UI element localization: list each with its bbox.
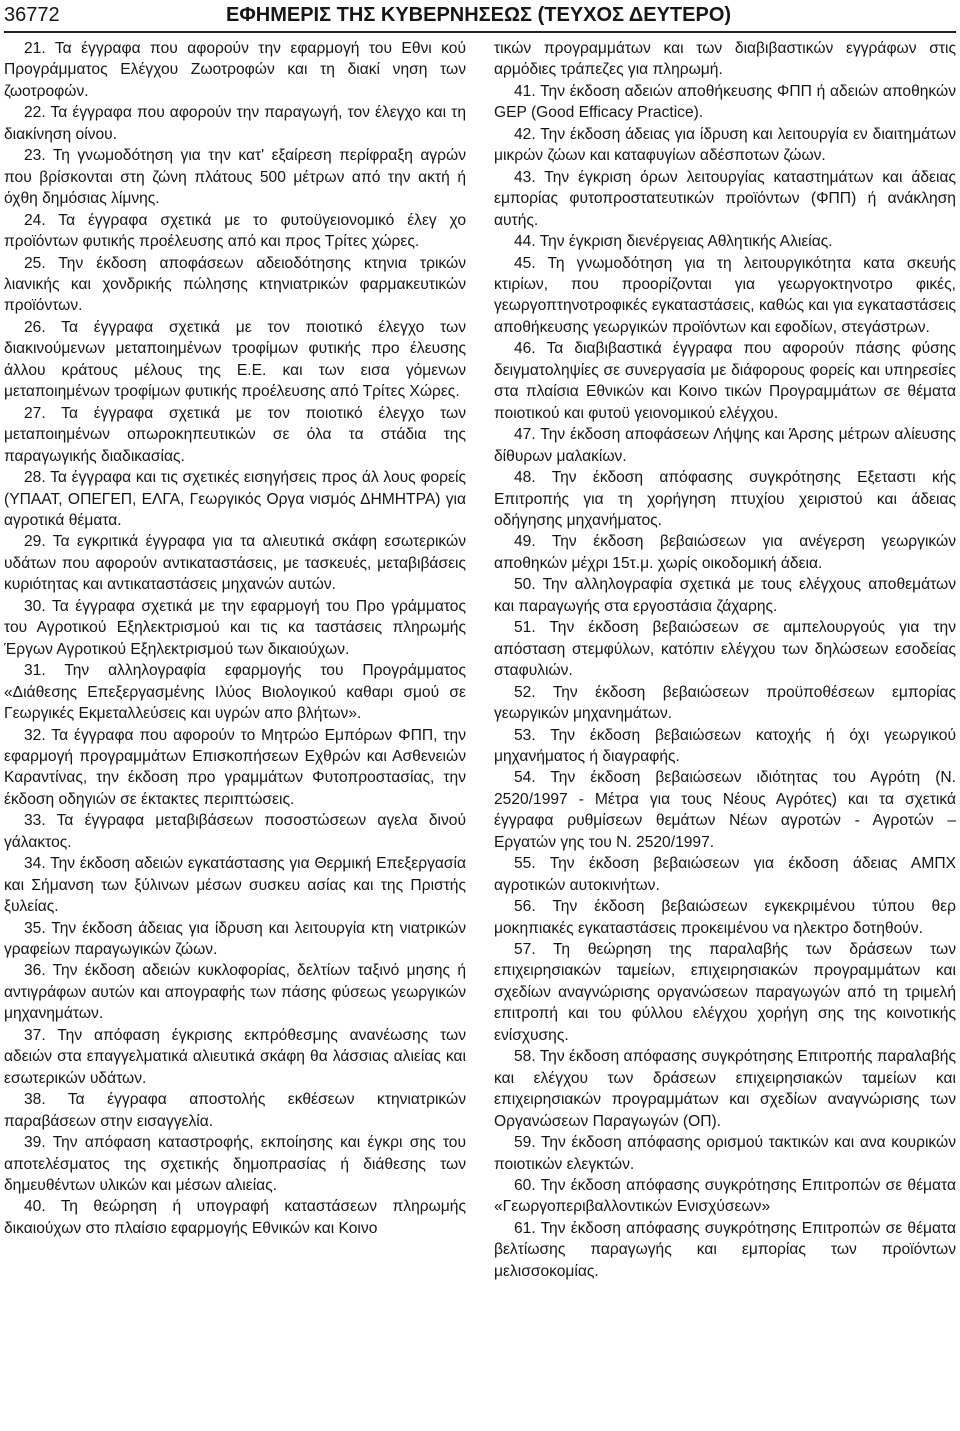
- paragraph: 56. Την έκδοση βεβαιώσεων εγκεκριμένου τύπου θερ μοκηπιακές εγκαταστάσεις προκειμένου να ηλεκτρο δοτηθούν.: [494, 898, 956, 937]
- paragraph: 25. Την έκδοση αποφάσεων αδειοδότησης κτηνια τρικών λιανικής και χονδρικής πώλησης κτηνιατρικών φαρμακευτικών προϊόντων.: [4, 254, 466, 315]
- paragraph: 21. Τα έγγραφα που αφορούν την εφαρμογή του Εθνι κού Προγράμματος Ελέγχου Ζωοτροφών και τη διακί νηση των ζωοτροφών.: [4, 40, 466, 100]
- paragraph: 37. Την απόφαση έγκρισης εκπρόθεσμης ανανέωσης των αδειών στα επαγγελματικά αλιευτικά σκάφη θα λάσσιας αλιείας και εσωτερικών υδάτων.: [4, 1026, 466, 1087]
- paragraph: 36. Την έκδοση αδειών κυκλοφορίας, δελτίων ταξινό μησης ή αντιγράφων αυτών και απογραφής των πάσης φύσεως γεωργικών μηχανημάτων.: [4, 962, 466, 1023]
- paragraph: 49. Την έκδοση βεβαιώσεων για ανέγερση γεωργικών αποθηκών μέχρι 15τ.μ. χωρίς οικοδομική άδεια.: [494, 533, 956, 572]
- paragraph: 39. Την απόφαση καταστροφής, εκποίησης και έγκρι σης του αποτελέσματος της σχετικής δημοπρασίας ή διάθεσης των δημευθέντων υλικών και μέσων αλιείας.: [4, 1134, 466, 1195]
- gazette-title: ΕΦΗΜΕΡΙΣ ΤΗΣ ΚΥΒΕΡΝΗΣΕΩΣ (ΤΕΥΧΟΣ ΔΕΥΤΕΡΟ): [226, 4, 732, 26]
- paragraph: 50. Την αλληλογραφία σχετικά με τους ελέγχους αποθεμάτων και παραγωγής στα εργοστάσια ζάχαρης.: [494, 576, 956, 615]
- right-column: [494, 38, 956, 1428]
- paragraph: 47. Την έκδοση αποφάσεων Λήψης και Άρσης μέτρων αλίευσης δίθυρων μαλακίων.: [494, 426, 956, 465]
- paragraph: τικών προγραμμάτων και των διαβιβαστικών εγγράφων στις αρμόδιες τράπεζες για πληρωμή.: [494, 40, 956, 79]
- paragraph: 42. Την έκδοση άδειας για ίδρυση και λειτουργία εν διαιτημάτων μικρών ζώων και καταφυγίων αδέσποτων ζώων.: [494, 125, 956, 165]
- paragraph: 27. Τα έγγραφα σχετικά με τον ποιοτικό έλεγχο των μεταποιημένων οπωροκηπευτικών σε όλα τα στάδια της παραγωγικής διαδικασίας.: [4, 404, 466, 465]
- paragraph: 40. Τη θεώρηση ή υπογραφή καταστάσεων πληρωμής δικαιούχων στο πλαίσιο εφαρμογής Εθνικών και Κοινο: [4, 1198, 466, 1237]
- paragraph: 31. Την αλληλογραφία εφαρμογής του Προγράμματος «Διάθεσης Επεξεργασμένης Ιλύος Βιολογικού καθαρι σμού σε Γεωργικές Εκμεταλλεύσεις και υγρών απο βλήτων».: [4, 662, 466, 723]
- paragraph: 30. Τα έγγραφα σχετικά με την εφαρμογή του Προ γράμματος του Αγροτικού Εξηλεκτρισμού και τις κα ταστάσεις πληρωμής Έργων Αγροτικού Εξηλεκτρισμού των δικαιούχων.: [4, 597, 466, 658]
- paragraph: 38. Τα έγγραφα αποστολής εκθέσεων κτηνιατρικών παραβάσεων στην εισαγγελία.: [4, 1091, 466, 1130]
- paragraph: 61. Την έκδοση απόφασης συγκρότησης Επιτροπών σε θέματα βελτίωσης παραγωγής και εμπορίας των προϊόντων μελισσοκομίας.: [494, 1219, 956, 1280]
- paragraph: 35. Την έκδοση άδειας για ίδρυση και λειτουργία κτη νιατρικών γραφείων παραγωγικών ζώων.: [4, 919, 466, 959]
- paragraph: 58. Την έκδοση απόφασης συγκρότησης Επιτροπής παραλαβής και ελέγχου των δράσεων επιχειρησιακών ταμείων και επιχειρησιακών προγραμμάτων και σχεδίων αναγνώρισης των Οργανώσεων Παραγωγών (ΟΠ).: [494, 1048, 956, 1130]
- paragraph: 53. Την έκδοση βεβαιώσεων κατοχής ή όχι γεωργικού μηχανήματος ή διαγραφής.: [494, 726, 956, 765]
- paragraph: 29. Τα εγκριτικά έγγραφα για τα αλιευτικά σκάφη εσωτερικών υδάτων που αφορούν αντικαταστάσεις, με τασκευές, μεταβιβάσεις κυριότητας και αντικαταστάσεις μηχανών αυτών.: [4, 533, 466, 594]
- paragraph: 24. Τα έγγραφα σχετικά με το φυτοϋγειονομικό έλεγ χο προϊόντων φυτικής προέλευσης από και προς Τρίτες χώρες.: [4, 211, 466, 251]
- paragraph: 26. Τα έγγραφα σχετικά με τον ποιοτικό έλεγχο των διακινούμενων μεταποιημένων τροφίμων φυτικής προ έλευσης άλλου κράτους μέλους της Ε.Ε. και των εισα γόμενων μεταποιημένων τροφίμων φυτικής προέλευσης από Τρίτες Χώρες.: [4, 318, 466, 401]
- left-column: [4, 38, 466, 1428]
- paragraph: 59. Την έκδοση απόφασης ορισμού τακτικών και ανα κουρικών ποιοτικών ελεγκτών.: [494, 1134, 956, 1173]
- paragraph: 52. Την έκδοση βεβαιώσεων προϋποθέσεων εμπορίας γεωργικών μηχανημάτων.: [494, 683, 956, 723]
- paragraph: 41. Την έκδοση αδειών αποθήκευσης ΦΠΠ ή αδειών αποθηκών GEP (Good Efficacy Practice).: [494, 82, 956, 122]
- paragraph: 57. Τη θεώρηση της παραλαβής των δράσεων των επιχειρησιακών ταμείων, επιχειρησιακών προγραμμάτων και σχεδίων αναγνώρισης οργανώσεων παραγωγών από τη τριμελή επιτροπή και του φύλλου ελέγχου χορήγη σης της κοινοτικής ενίσχυσης.: [494, 941, 956, 1044]
- paragraph: 54. Την έκδοση βεβαιώσεων ιδιότητας του Αγρότη (Ν. 2520/1997 - Μέτρα για τους Νέους Αγρότες) και τα σχετικά έγγραφα ρυθμίσεων θεμάτων Νέων αγροτών - Αγροτών – Εργατών γης του Ν. 2520/1997.: [494, 769, 956, 851]
- paragraph: 44. Την έγκριση διενέργειας Αθλητικής Αλιείας.: [514, 233, 833, 251]
- paragraph: 28. Τα έγγραφα και τις σχετικές εισηγήσεις προς άλ λους φορείς (ΥΠΑΑΤ, ΟΠΕΓΕΠ, ΕΛΓΑ, Γεωργικός Οργα νισμός ΔΗΜΗΤΡΑ) για αγροτικά θέματα.: [4, 469, 466, 529]
- paragraph: 55. Την έκδοση βεβαιώσεων για έκδοση άδειας ΑΜΠΧ αγροτικών αυτοκινήτων.: [494, 855, 956, 894]
- paragraph: 48. Την έκδοση απόφασης συγκρότησης Εξεταστι κής Επιτροπής για τη χορήγηση πτυχίου χειριστού και άδειας οδήγησης μηχανήματος.: [494, 469, 956, 529]
- paragraph: 51. Την έκδοση βεβαιώσεων σε αμπελουργούς για την απόσταση στεμφύλων, κατόπιν ελέγχου των δηλώσεων εσοδείας σταφυλιών.: [494, 619, 956, 680]
- paragraph: 46. Τα διαβιβαστικά έγγραφα που αφορούν πάσης φύσης δειγματοληψίες σε συνεργασία με διάφορους φορείς και υπηρεσίες στα πλαίσια Εθνικών και Κοινο τικών Προγραμμάτων σε θέματα ποιοτικού και φυτοϋ γειονομικού ελέγχου.: [494, 340, 956, 422]
- paragraph: 43. Την έγκριση όρων λειτουργίας καταστημάτων και άδειας εμπορίας φυτοπροστατευτικών προϊόντων (ΦΠΠ) ή ανάκληση αυτής.: [494, 168, 956, 229]
- page-number: 36772: [4, 4, 60, 26]
- page-header: [4, 2, 954, 28]
- header-rule: [4, 31, 956, 33]
- paragraph: 22. Τα έγγραφα που αφορούν την παραγωγή, τον έλεγχο και τη διακίνηση οίνου.: [4, 104, 466, 143]
- paragraph: 45. Τη γνωμοδότηση για τη λειτουργικότητα κατα σκευής κτιρίων, που προορίζονται για γεωργοκτηνοτρο φικές, γεωργοπτηνοτροφικές εγκαταστάσεις, καθώς και για εγκαταστάσεις αποθήκευσης γεωργικών προϊόντων και εφοδίων, στεγάστρων.: [494, 254, 956, 336]
- paragraph: 60. Την έκδοση απόφασης συγκρότησης Επιτροπών σε θέματα «Γεωργοπεριβαλλοντικών Ενισχύσεων»: [494, 1177, 956, 1216]
- paragraph: 32. Τα έγγραφα που αφορούν το Μητρώο Εμπόρων ΦΠΠ, την εφαρμογή προγραμμάτων Επισκοπήσεων Εχθρών και Ασθενειών Καραντίνας, την έκδοση προ γραμμάτων Φυτοπροστασίας, την έκδοση οδηγιών σε έκτακτες περιπτώσεις.: [4, 726, 466, 808]
- paragraph: 33. Τα έγγραφα μεταβιβάσεων ποσοστώσεων αγελα δινού γάλακτος.: [4, 812, 466, 851]
- paragraph: 34. Την έκδοση αδειών εγκατάστασης για Θερμική Επεξεργασία και Σήμανση των ξύλινων μέσων συσκευ ασίας και της Πριστής ξυλείας.: [4, 855, 466, 916]
- paragraph: 23. Τη γνωμοδότηση για την κατ' εξαίρεση περίφραξη αγρών που βρίσκονται στη ζώνη πλάτους 500 μέτρων από την ακτή ή όχθη δημόσιας λίμνης.: [4, 147, 466, 208]
